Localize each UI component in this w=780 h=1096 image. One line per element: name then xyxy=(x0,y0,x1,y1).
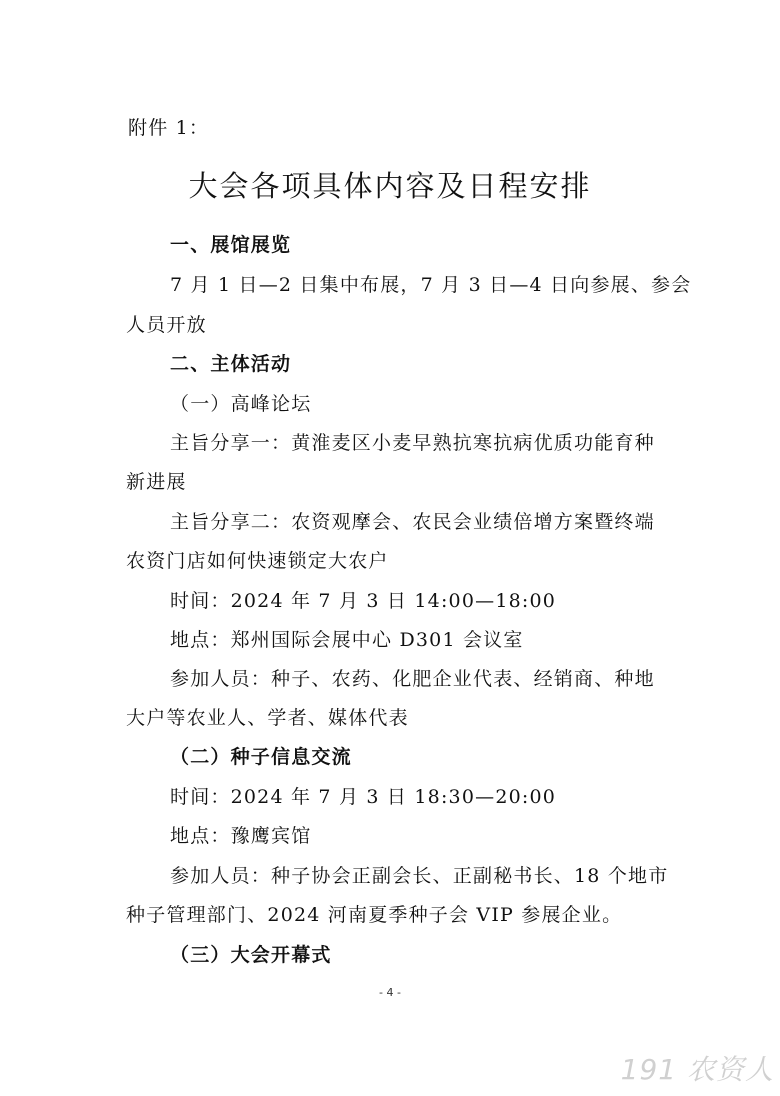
exchange-location: 地点：豫鹰宾馆 xyxy=(170,825,312,847)
keynote-two-line-1: 主旨分享二：农资观摩会、农民会业绩倍增方案暨终端 xyxy=(170,511,655,533)
section-heading-main-activities: 二、主体活动 xyxy=(170,353,292,375)
forum-location: 地点：郑州国际会展中心 D301 会议室 xyxy=(170,629,524,651)
exchange-time: 时间：2024 年 7 月 3 日 18:30—20:00 xyxy=(170,786,557,808)
exhibition-text-line-1: 7 月 1 日—2 日集中布展，7 月 3 日—4 日向参展、参会 xyxy=(170,274,692,296)
exchange-participants-line-1: 参加人员：种子协会正副会长、正副秘书长、18 个地市 xyxy=(170,865,669,887)
subheading-opening-ceremony: （三）大会开幕式 xyxy=(170,944,332,966)
document-title: 大会各项具体内容及日程安排 xyxy=(188,169,592,203)
forum-participants-line-2: 大户等农业人、学者、媒体代表 xyxy=(126,707,409,729)
forum-participants-line-1: 参加人员：种子、农药、化肥企业代表、经销商、种地 xyxy=(170,668,655,690)
section-heading-exhibition: 一、展馆展览 xyxy=(170,234,292,256)
forum-time: 时间：2024 年 7 月 3 日 14:00—18:00 xyxy=(170,590,557,612)
subheading-seed-info-exchange: （二）种子信息交流 xyxy=(170,746,352,768)
subheading-summit-forum: （一）高峰论坛 xyxy=(170,393,312,415)
attachment-label: 附件 1： xyxy=(128,117,210,139)
keynote-two-line-2: 农资门店如何快速锁定大农户 xyxy=(126,550,389,572)
exchange-participants-line-2: 种子管理部门、2024 河南夏季种子会 VIP 参展企业。 xyxy=(126,904,623,926)
keynote-one-line-2: 新进展 xyxy=(126,471,187,493)
exhibition-text-line-2: 人员开放 xyxy=(126,314,207,336)
keynote-one-line-1: 主旨分享一：黄淮麦区小麦早熟抗寒抗病优质功能育种 xyxy=(170,432,655,454)
watermark-logo: 191 农资人 xyxy=(620,1053,774,1086)
page-number: - 4 - xyxy=(379,986,401,999)
